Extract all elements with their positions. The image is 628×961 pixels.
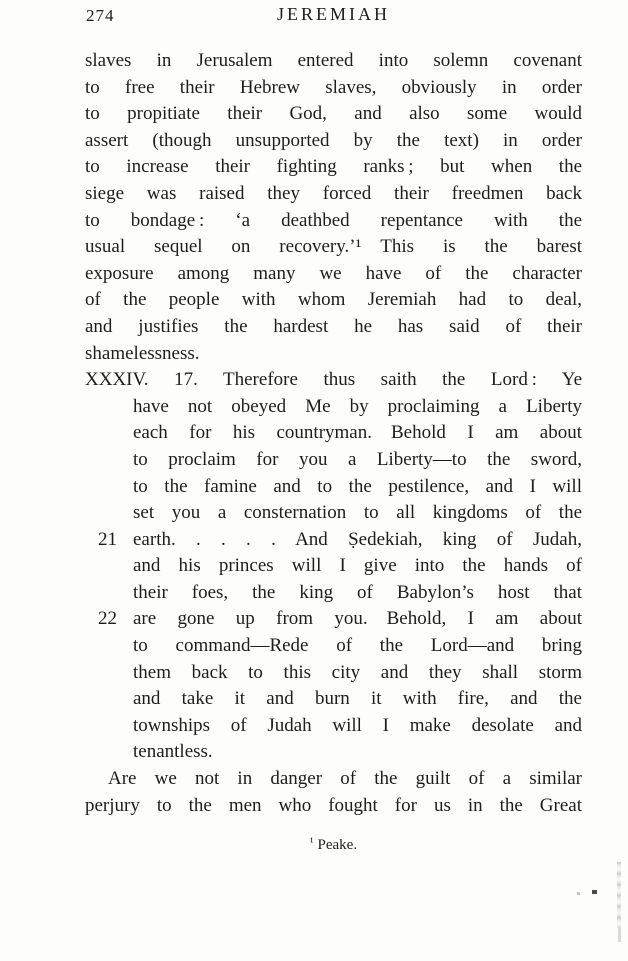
verse-line: and take it and burn it with fire, and the (133, 688, 582, 710)
text-line: perjury to the men who fought for us in the Great (85, 794, 582, 816)
text-line: assert (though unsupported by the text) in order (85, 129, 582, 151)
text-line: shamelessness. (85, 342, 200, 364)
verse-line: their foes, the king of Babylon’s host that (133, 581, 582, 603)
scan-artifact-speck (577, 892, 580, 895)
footnote-text: Peake. (317, 837, 358, 853)
page-number: 274 (86, 6, 115, 25)
verse-line: them back to this city and they shall storm (133, 661, 582, 683)
verse-line: have not obeyed Me by proclaiming a Liberty (133, 395, 582, 417)
scan-artifact-streak (618, 928, 621, 942)
text-line: of the people with whom Jeremiah had to deal, (85, 289, 582, 311)
footnote (85, 835, 582, 854)
verse-line: tenantless. (133, 741, 213, 763)
scan-artifact-speck (592, 890, 597, 894)
text-line: usual sequel on recovery.’¹ This is the barest (85, 236, 582, 258)
verse-text: earth. . . . . And Ṣedekiah, king of Judah, (133, 528, 582, 550)
text-block (85, 48, 582, 819)
text-line: to increase their fighting ranks ; but when the (85, 156, 582, 178)
running-head-title: JEREMIAH (277, 4, 390, 24)
verse-line: to command—Rede of the Lord—and bring (133, 635, 582, 657)
text-line: and justifies the hardest he has said of their (85, 315, 582, 337)
verse-line: each for his countryman. Behold I am about (133, 422, 582, 444)
text-line: siege was raised they forced their freedmen back (85, 182, 582, 204)
text-line: slaves in Jerusalem entered into solemn covenant (85, 50, 582, 71)
footnote-marker: ¹ (309, 835, 314, 849)
verse-text: are gone up from you. Behold, I am about (133, 608, 582, 630)
verse-line: XXXIV. 17. Therefore thus saith the Lord : Ye (85, 369, 582, 391)
verse-number: 22 (98, 608, 117, 630)
verse-line: townships of Judah will I make desolate and (133, 714, 582, 736)
verse-line (85, 606, 582, 633)
verse-line: to the famine and to the pestilence, and I will (133, 475, 582, 497)
text-line: Are we not in danger of the guilt of a similar (108, 768, 582, 790)
text-line: to free their Hebrew slaves, obviously in order (85, 76, 582, 98)
verse-line: to proclaim for you a Liberty—to the sword, (133, 448, 582, 470)
verse-line: and his princes will I give into the hands of (133, 555, 582, 577)
text-line: to bondage : ‘a deathbed repentance with the (85, 209, 582, 231)
scan-artifact-streak (617, 862, 621, 928)
text-line: to propitiate their God, and also some would (85, 103, 582, 125)
text-line: exposure among many we have of the character (85, 262, 582, 284)
verse-number: 21 (98, 528, 117, 550)
verse-line (85, 527, 582, 554)
verse-line: set you a consternation to all kingdoms of the (133, 502, 582, 524)
